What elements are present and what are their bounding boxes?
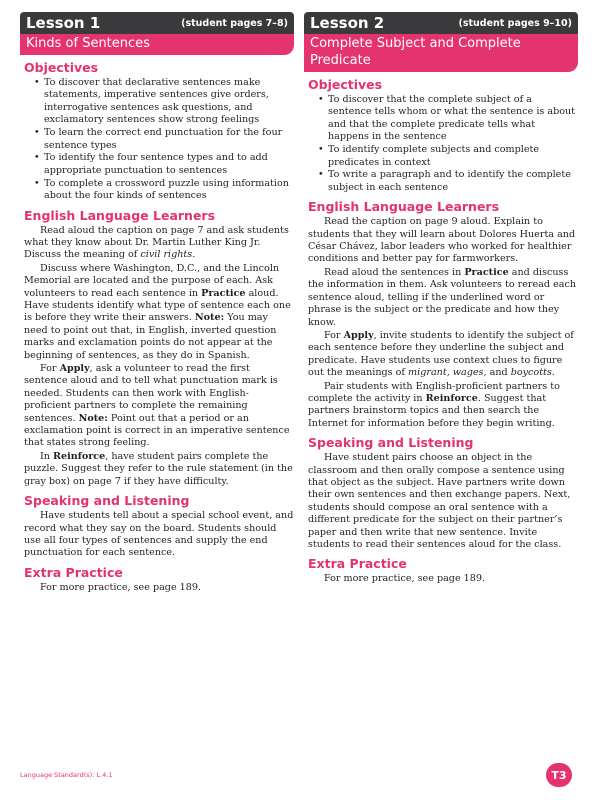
lesson-1-pages: (student pages 7–8) — [181, 17, 288, 29]
lesson-1-column — [20, 12, 294, 595]
lesson-1-objectives-list — [20, 77, 294, 203]
lesson-2-speaking-paragraph: Have student pairs choose an object in the classroom and then orally compose a sentence using that object as the subject. Have partners write down their own sentences and then exchange papers. Next, students should compose an oral sentence with a different predicate for the subject on their partner’s paper and then write that new sentence. Invite students to read their sentences aloud for the class. — [308, 452, 571, 550]
lesson-2-ell-paragraph-1: Read the caption on page 9 aloud. Explain to students that they will learn about Dolores Huerta and César Chávez, labor leaders who worked for healthier conditions and better pay for farmworkers. — [308, 216, 576, 265]
lesson-1-ell-paragraph-2: Discuss where Washington, D.C., and the Lincoln Memorial are located and the purpose of each. Ask volunteers to read each sentence in Practice aloud. Have students identify what type of sentence each one is before they write their answers. Note: You may need to point out that, in English, inverted question marks and exclamation points do not appear at the beginning of sentences, as they do in Spanish. — [24, 262, 291, 361]
lesson-2-pages: (student pages 9–10) — [458, 17, 572, 29]
lesson-2-ell-paragraph-2: Read aloud the sentences in Practice and discuss the information in them. Ask volunteers to reread each sentence aloud, telling if the underlined word or phrase is the subject or the predicate and how they know. — [308, 266, 577, 328]
lesson-2-objectives-list — [304, 94, 578, 194]
lesson-1-ell-paragraph-1: Read aloud the caption on page 7 and ask students what they know about Dr. Martin Luther King Jr. Discuss the meaning of civil rights. — [24, 224, 289, 261]
lesson-1-ell-paragraph-4: In Reinforce, have student pairs complete the puzzle. Suggest they refer to the rule statement (in the gray box) on page 7 if they have difficulty. — [24, 450, 293, 487]
lesson-2-label: Lesson 2 — [310, 14, 385, 32]
objective-item: • To identify complete subjects and complete predicates in context — [318, 144, 578, 169]
lesson-1-speaking-heading: Speaking and Listening — [24, 493, 190, 509]
language-standards-footer: Language Standard(s): L.4.1 — [20, 771, 113, 779]
objective-item: • To identify the four sentence types and to add appropriate punctuation to sentences — [34, 152, 294, 177]
lesson-2-extra-practice-paragraph: For more practice, see page 189. — [324, 573, 486, 585]
lesson-2-header — [304, 12, 578, 34]
objective-item: • To learn the correct end punctuation for the four sentence types — [34, 127, 294, 152]
lesson-1-extra-practice-heading: Extra Practice — [24, 564, 123, 580]
lesson-1-label: Lesson 1 — [26, 14, 101, 32]
objective-item: • To write a paragraph and to identify the complete subject in each sentence — [318, 169, 578, 194]
objective-item: • To complete a crossword puzzle using information about the four kinds of sentences — [34, 178, 294, 203]
lesson-2-ell-heading: English Language Learners — [308, 199, 500, 215]
lesson-2-objectives-heading: Objectives — [308, 77, 383, 92]
lesson-1-header — [20, 12, 294, 34]
lesson-2-title: Complete Subject and Complete Predicate — [304, 34, 578, 72]
lesson-1-ell-paragraph-3: For Apply, ask a volunteer to read the first sentence aloud and to tell what punctuation mark is needed. Students can then work with English-proficient partners to complete the remaining sentences. Note: Point out that a period or an exclamation point is correct in an imperative sentence that states strong feeling. — [24, 363, 290, 449]
lesson-1-title: Kinds of Sentences — [20, 34, 294, 55]
lesson-2-extra-practice-heading: Extra Practice — [308, 556, 407, 572]
lesson-1-ell-heading: English Language Learners — [24, 207, 216, 223]
page-number-badge: T3 — [546, 763, 572, 787]
lesson-1-speaking-paragraph: Have students tell about a special school event, and record what they say on the board. Students should use all four types of sentences and supply the end punctuation for each sentence. — [24, 510, 294, 559]
lesson-2-column — [304, 12, 578, 587]
objective-item: • To discover that declarative sentences make statements, imperative sentences give orders, interrogative sentences ask questions, and exclamatory sentences show strong feelings — [34, 77, 294, 127]
objective-item: • To discover that the complete subject of a sentence tells whom or what the sentence is about and that the complete predicate tells what happens in the sentence — [318, 94, 578, 144]
lesson-2-speaking-heading: Speaking and Listening — [308, 435, 474, 451]
lesson-1-extra-practice-paragraph: For more practice, see page 189. — [40, 581, 202, 593]
lesson-1-objectives-heading: Objectives — [24, 60, 99, 75]
lesson-2-ell-paragraph-4: Pair students with English-proficient partners to complete the activity in Reinforce. Suggest that partners brainstorm topics and then search the Internet for information before they begin writing. — [308, 380, 560, 429]
lesson-2-ell-paragraph-3: For Apply, invite students to identify the subject of each sentence before they underline the subject and predicate. Have students use context clues to figure out the meanings of migrant, wages, and boycotts. — [308, 329, 574, 379]
